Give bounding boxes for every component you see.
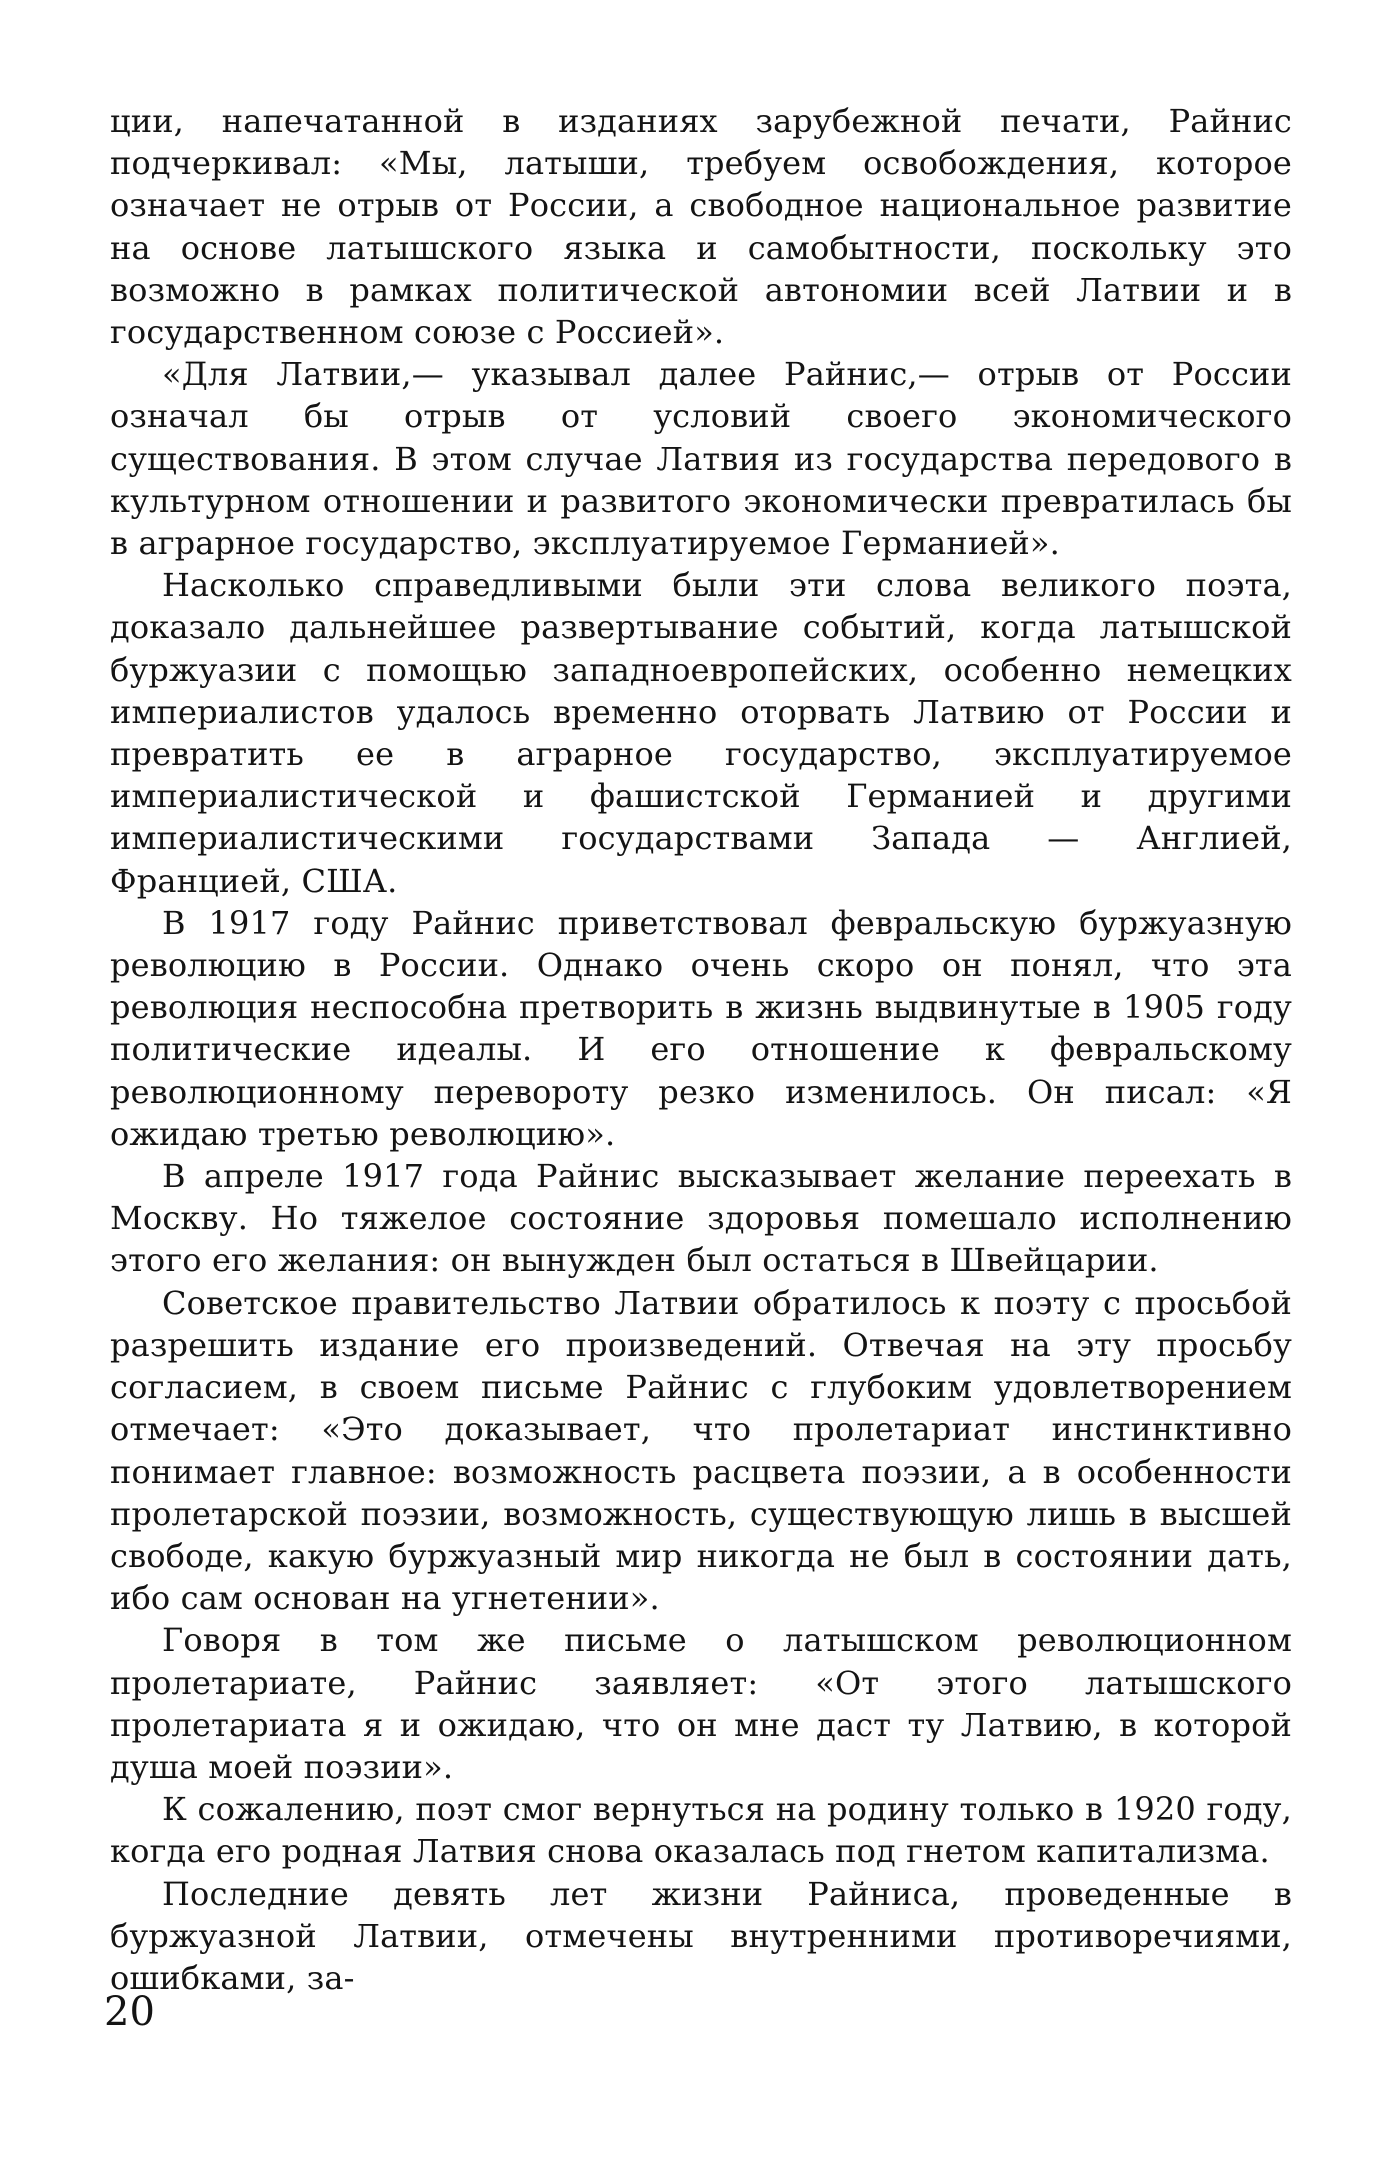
paragraph-9: Последние девять лет жизни Райниса, проведенные в буржуазной Латвии, отмечены внутренними противоречиями, ошибками, за- (110, 1874, 1292, 1997)
paragraph-8: К сожалению, поэт смог вернуться на родину только в 1920 году, когда его родная Латвия снова оказалась под гнетом капитализма. (110, 1790, 1292, 1871)
page-text-body (110, 100, 1292, 1999)
paragraph-6: Советское правительство Латвии обратилось к поэту с просьбой разрешить издание его произведений. Отвечая на эту просьбу согласием, в своем письме Райнис с глубоким удовлетворением отмечает: «Это доказывает, что пролетариат инстинктивно понимает главное: возможность расцвета поэзии, а в особенности пролетарской поэзии, возможность, существующую лишь в высшей свободе, какую буржуазный мир никогда не был в состоянии дать, ибо сам основан на угнетении». (110, 1283, 1292, 1618)
paragraph-7: Говоря в том же письме о латышском революционном пролетариате, Райнис заявляет: «От этого латышского пролетариата я и ожидаю, что он мне даст ту Латвию, в которой душа моей поэзии». (110, 1621, 1292, 1786)
paragraph-1: ции, напечатанной в изданиях зарубежной печати, Райнис подчеркивал: «Мы, латыши, требуем освобождения, которое означает не отрыв от России, а свободное национальное развитие на основе латышского языка и самобытности, поскольку это возможно в рамках политической автономии всей Латвии и в государственном союзе с Россией». (110, 102, 1292, 352)
paragraph-5: В апреле 1917 года Райнис высказывает желание переехать в Москву. Но тяжелое состояние здоровья помешало исполнению этого его желания: он вынужден был остаться в Швейцарии. (110, 1157, 1292, 1280)
paragraph-3: Насколько справедливыми были эти слова великого поэта, доказало дальнейшее развертывание событий, когда латышской буржуазии с помощью западноевропейских, особенно немецких империалистов удалось временно оторвать Латвию от России и превратить ее в аграрное государство, эксплуатируемое империалистической и фашистской Германией и другими империалистическими государствами Запада — Англией, Францией, США. (110, 566, 1292, 900)
page-number: 20 (104, 1989, 155, 2035)
paragraph-2: «Для Латвии,— указывал далее Райнис,— отрыв от России означал бы отрыв от условий своего экономического существования. В этом случае Латвия из государства передового в культурном отношении и развитого экономически превратилась бы в аграрное государство, эксплуатируемое Германией». (110, 355, 1292, 563)
paragraph-4: В 1917 году Райнис приветствовал февральскую буржуазную революцию в России. Однако очень скоро он понял, что эта революция неспособна претворить в жизнь выдвинутые в 1905 году политические идеалы. И его отношение к февральскому революционному перевороту резко изменилось. Он писал: «Я ожидаю третью революцию». (110, 903, 1292, 1153)
